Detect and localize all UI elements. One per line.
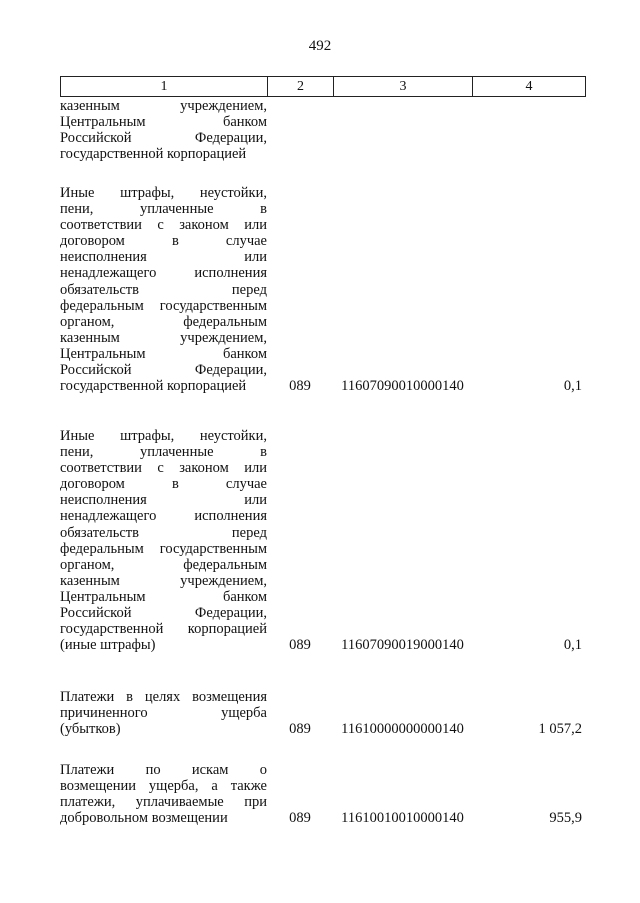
description-line: государственной корпорацией	[60, 146, 247, 163]
description-line: (убытков)	[60, 721, 121, 738]
description-line: Иные штрафы, неустойки,	[60, 428, 267, 444]
row-amount: 955,9	[549, 810, 582, 827]
description-line: ненадлежащего исполнения	[60, 508, 267, 525]
description-line: государственной корпорацией	[60, 621, 267, 638]
description-line: федеральным государственным	[60, 297, 267, 314]
row-admin-code: 089	[289, 721, 311, 738]
description-line: пени, уплаченные в	[60, 201, 267, 218]
description-line: государственной корпорацией	[60, 378, 247, 395]
description-line: неисполнения или	[60, 249, 267, 266]
description-line: Центральным банком	[60, 345, 267, 362]
description-line: органом, федеральным	[60, 556, 267, 573]
row-admin-code: 089	[289, 378, 311, 395]
header-col-4: 4	[525, 79, 533, 94]
description-line: договором в случае	[60, 476, 267, 493]
description-line: казенным учреждением,	[60, 98, 267, 114]
description-line: (иные штрафы)	[60, 637, 156, 654]
description-line: Центральным банком	[60, 588, 267, 605]
description-line: обязательств перед	[60, 524, 267, 541]
description-line: обязательств перед	[60, 281, 267, 298]
description-line: ненадлежащего исполнения	[60, 265, 267, 282]
description-line: неисполнения или	[60, 492, 267, 509]
table-row	[60, 98, 586, 162]
description-line: Центральным банком	[60, 114, 267, 131]
row-description	[60, 428, 267, 653]
header-col-3: 3	[334, 77, 473, 96]
description-line: органом, федеральным	[60, 313, 267, 330]
table-row	[60, 428, 586, 653]
description-line: соответствии с законом или	[60, 217, 267, 234]
row-amount: 0,1	[563, 378, 582, 395]
row-admin-code: 089	[289, 637, 311, 654]
row-kbk-code: 11610000000000140	[341, 721, 464, 738]
row-admin-code: 089	[289, 810, 311, 827]
table-header	[60, 76, 586, 97]
description-line: Российской Федерации,	[60, 362, 267, 379]
description-line: казенным учреждением,	[60, 329, 267, 346]
description-line: Российской Федерации,	[60, 130, 267, 147]
row-amount: 1 057,2	[538, 721, 582, 738]
table-row	[60, 185, 586, 394]
description-line: соответствии с законом или	[60, 460, 267, 477]
description-line: причиненного ущерба	[60, 705, 267, 722]
row-kbk-code: 11607090010000140	[341, 378, 464, 395]
header-col-2: 2	[268, 77, 334, 96]
description-line: Платежи в целях возмещения	[60, 689, 267, 705]
description-line: федеральным государственным	[60, 540, 267, 557]
row-description	[60, 689, 267, 737]
row-amount: 0,1	[563, 637, 582, 654]
description-line: возмещении ущерба, а также	[60, 778, 267, 795]
description-line: Российской Федерации,	[60, 605, 267, 622]
table-row	[60, 762, 586, 826]
row-kbk-code: 11610010010000140	[341, 810, 464, 827]
description-line: казенным учреждением,	[60, 572, 267, 589]
description-line: договором в случае	[60, 233, 267, 250]
row-description	[60, 185, 267, 394]
description-line: платежи, уплачиваемые при	[60, 794, 267, 811]
row-description	[60, 762, 267, 826]
description-line: Иные штрафы, неустойки,	[60, 185, 267, 201]
page-number: 492	[308, 38, 332, 54]
row-kbk-code: 11607090019000140	[341, 637, 464, 654]
description-line: пени, уплаченные в	[60, 444, 267, 461]
row-description	[60, 98, 267, 162]
description-line: Платежи по искам о	[60, 762, 267, 778]
description-line: добровольном возмещении	[60, 810, 228, 827]
header-col-1: 1	[61, 77, 268, 96]
table-row	[60, 689, 586, 737]
